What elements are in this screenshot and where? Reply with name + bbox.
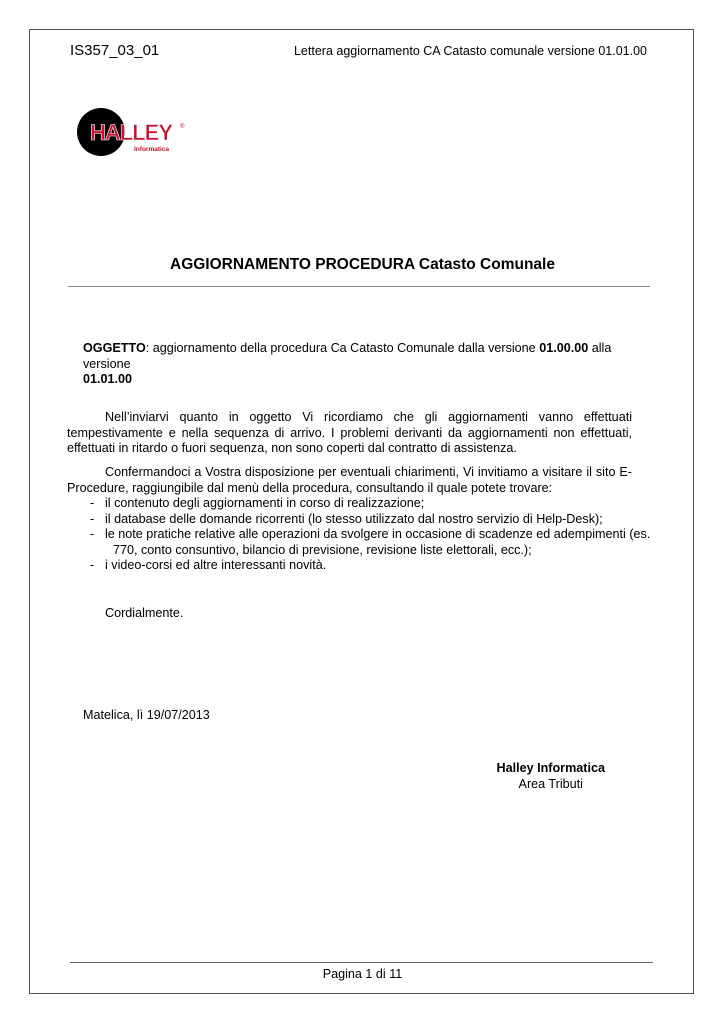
- title-bold-part: AGGIORNAMENTO PROCEDURA: [170, 256, 415, 273]
- subject-to-version: 01.01.00: [83, 372, 133, 386]
- subject-label: OGGETTO: [83, 341, 146, 355]
- list-item: [90, 527, 650, 558]
- list-item: [90, 512, 650, 528]
- title-divider: [68, 286, 650, 287]
- subject-text-2: alla versione: [83, 341, 612, 371]
- list-item-text: il contenuto degli aggiornamenti in corso di realizzazione;: [105, 496, 425, 510]
- footer-divider: [70, 962, 653, 963]
- paragraph-line: Nell’inviarvi quanto in oggetto Vi ricordiamo che gli aggiornamenti vanno effettuati: [105, 410, 632, 424]
- list-item: [90, 496, 650, 512]
- paragraph-line: Confermandoci a Vostra disposizione per eventuali chiarimenti, Vi invitiamo a visitare il sito E-: [105, 465, 632, 479]
- closing-salutation: Cordialmente.: [105, 606, 184, 620]
- resource-list: [90, 496, 650, 574]
- halley-logo: [76, 107, 188, 157]
- signature-company: Halley Informatica: [496, 761, 605, 775]
- svg-text:HALLEY: HALLEY: [90, 120, 172, 145]
- list-item-text: le note pratiche relative alle operazioni da svolgere in occasione di scadenze ed adempimenti (es.: [105, 527, 651, 541]
- list-dash: -: [90, 496, 95, 510]
- paragraph-line: tempestivamente e nella sequenza di arrivo. I problemi derivanti da aggiornamenti non effettuati,: [67, 425, 632, 440]
- page-title: [0, 256, 725, 274]
- paragraph-line: Procedure, raggiungibile dal menù della procedura, consultando il quale potete trovare:: [67, 480, 553, 495]
- page-number: Pagina 1 di 11: [322, 967, 403, 981]
- svg-text:®: ®: [180, 124, 185, 130]
- list-item: [90, 558, 650, 574]
- list-dash: -: [90, 511, 95, 526]
- subject-line: [83, 341, 653, 388]
- paragraph-line: effettuati in ritardo o fuori sequenza, non sono coperti dal contratto di assistenza.: [67, 441, 517, 455]
- paragraph-eprocedure: [67, 465, 632, 496]
- subject-from-version: 01.00.00: [539, 341, 589, 355]
- title-rest: Catasto Comunale: [418, 256, 555, 273]
- list-dash: -: [90, 527, 95, 541]
- list-dash: -: [90, 558, 95, 572]
- subject-text-1: : aggiornamento della procedura Ca Catasto Comunale dalla versione: [145, 341, 540, 355]
- paragraph-update-notice: [67, 410, 632, 457]
- signature-department: Area Tributi: [518, 776, 583, 791]
- list-item-text: il database delle domande ricorrenti (lo stesso utilizzato dal nostro servizio di Help-Desk);: [105, 511, 603, 526]
- signature-block: [497, 761, 606, 792]
- document-code: IS357_03_01: [70, 42, 160, 59]
- document-header-title: Lettera aggiornamento CA Catasto comunale versione 01.01.00: [293, 44, 647, 58]
- list-item-text: i video-corsi ed altre interessanti novità.: [105, 558, 327, 572]
- list-item-continuation: 770, conto consuntivo, bilancio di previsione, revisione liste elettorali, ecc.);: [113, 542, 532, 557]
- svg-text:Informatica: Informatica: [134, 146, 170, 153]
- place-date: Matelica, lì 19/07/2013: [83, 708, 210, 722]
